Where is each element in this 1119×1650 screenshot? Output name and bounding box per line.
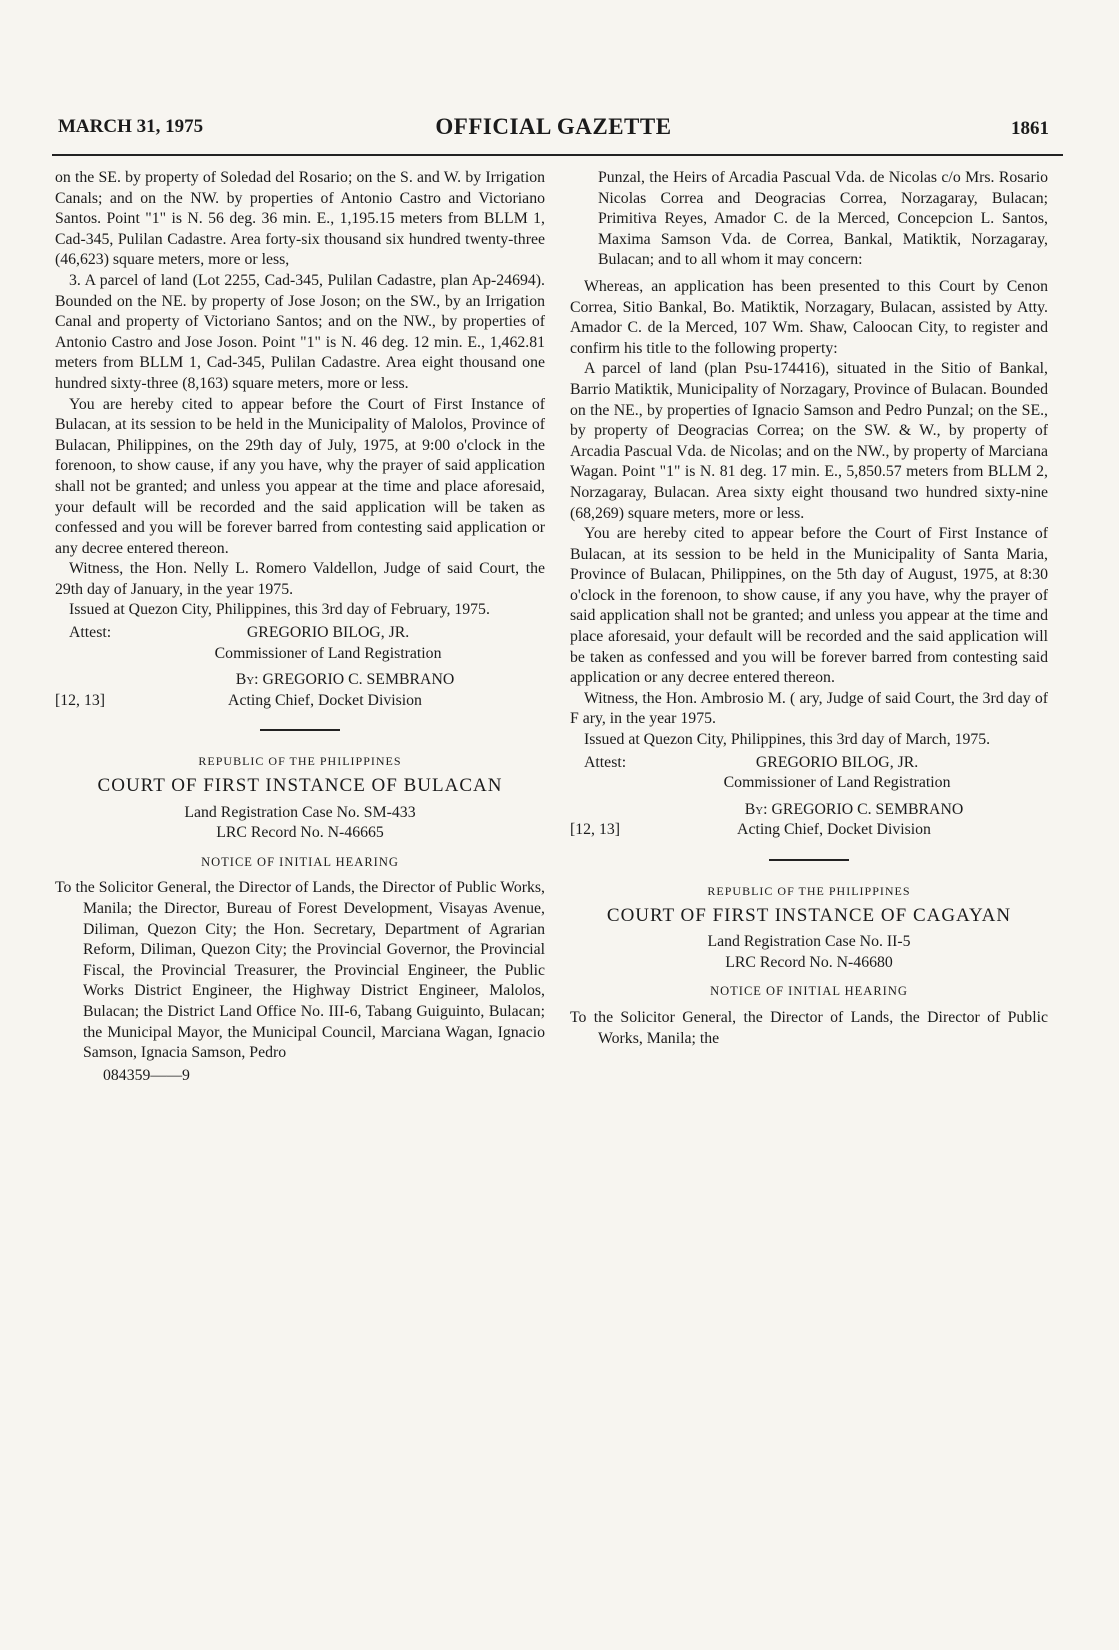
whereas-paragraph: Whereas, an application has been presented to this Court by Cenon Correa, Sitio Bankal, Bo. Matiktik, Norzagary, Bulacan, assisted by Atty. Amador C. de la Merced, 107 Wm. Shaw, Caloocan City, to register and confirm his title to the following property: [570, 277, 1048, 357]
addressees-continued: Punzal, the Heirs of Arcadia Pascual Vda. de Nicolas c/o Mrs. Rosario Nicolas Correa and Deogracias Correa, Norzagaray, Bulacan; Primitiva Reyes, Amador C. de la Merced, Concepcion L. Santos, Maxima Samson Vda. de Correa, Bankal, Matiktik, Norzagaray, Bulacan; and to all whom it may concern: [598, 169, 1048, 269]
left-column [55, 168, 545, 1086]
header-rule [52, 154, 1063, 156]
publication-title: OFFICIAL GAZETTE [435, 114, 672, 139]
attest-label: Attest: [69, 624, 112, 642]
case-number: Land Registration Case No. II-5 [707, 933, 911, 951]
lrc-record: LRC Record No. N-46680 [725, 953, 893, 971]
commissioner-title: Commissioner of Land Registration [723, 774, 951, 792]
court-title: COURT OF FIRST INSTANCE OF BULACAN [97, 775, 503, 797]
citation-paragraph: You are hereby cited to appear before the Court of First Instance of Bulacan, at its session to be held in the Municipality of Santa Maria, Province of Bulacan, Philippines, on the 5th day of August, 1975, at 8:30 o'clock in the forenoon, to show cause, if any you have, why the prayer of said application shall not be granted; and unless you appear at the time and place aforesaid, your default will be recorded and the said application will be taken as confessed and you will be forever barred from contesting said application or any decree entered thereon. [570, 525, 1048, 687]
parcel-3-paragraph: 3. A parcel of land (Lot 2255, Cad-345, Pulilan Cadastre, plan Ap-24694). Bounded on the NE. by property of Jose Joson; on the SW., by an Irrigation Canal and property of Victoriano Santos; and on the NW., by properties of Antonio Castro and Jose Joson. Point "1" is N. 46 deg. 12 min. E., 1,462.81 meters from BLLM 1, Cad-345, Pulilan Cadastre. Area eight thousand one hundred sixty-three (8,163) square meters, more or less. [55, 271, 545, 392]
issued-paragraph: Issued at Quezon City, Philippines, this 3rd day of February, 1975. [69, 601, 490, 619]
commissioner-name: GREGORIO BILOG, JR. [755, 753, 919, 771]
issued-paragraph: Issued at Quezon City, Philippines, this 3rd day of March, 1975. [584, 731, 991, 749]
attest-block [570, 753, 1048, 794]
notice-heading: NOTICE OF INITIAL HEARING [710, 984, 908, 999]
attest-label: Attest: [584, 753, 627, 771]
parcel-paragraph: A parcel of land (plan Psu-174416), situated in the Sitio of Bankal, Barrio Matiktik, Municipality of Norzagary, Province of Bulacan. Bounded on the NE., by properties of Ignacio Samson and Pedro Punzal; on the SE., by property of Deogracias Correa; on the SW. & W., by property of Arcadia Pascual Vda. de Nicolas; and on the NW., by property of Marciana Wagan. Point "1" is N. 81 deg. 17 min. E., 5,850.57 meters from BLLM 2, Norzagaray, Bulacan. Area sixty eight thousand two hundred sixty-nine (68,269) square meters, more or less. [570, 360, 1048, 522]
issue-date: MARCH 31, 1975 [58, 116, 204, 137]
separator [769, 859, 849, 861]
acting-title: Acting Chief, Docket Division [737, 821, 931, 839]
attest-block [55, 623, 545, 664]
notice-heading: NOTICE OF INITIAL HEARING [201, 854, 399, 869]
commissioner-name: GREGORIO BILOG, JR. [246, 624, 410, 642]
acting-row [55, 691, 545, 712]
addressees-paragraph: To the Solicitor General, the Director of Lands, the Director of Public Works, Manila; the Director, Bureau of Forest Development, Visayas Avenue, Diliman, Quezon City; the Hon. Secretary, Department of Agrarian Reform, Diliman, Quezon City; the Provincial Governor, the Provincial Fiscal, the Provincial Treasurer, the Provincial Engineer, the Public Works District Engineer, the Highway District Engineer, Malolos, Bulacan; the District Land Office No. III-6, Tabang Guiguinto, Bulacan; the Municipal Mayor, the Municipal Council, Marciana Wagan, Ignacio Samson, Ignacia Samson, Pedro [55, 879, 545, 1062]
witness-paragraph: Witness, the Hon. Ambrosio M. ( ary, Judge of said Court, the 3rd day of F ary, in the year 1975. [570, 689, 1048, 728]
acting-row [570, 820, 1048, 841]
lrc-record: LRC Record No. N-46665 [216, 824, 384, 842]
page-number: 1861 [1011, 118, 1049, 139]
separator [260, 729, 340, 731]
addressees-paragraph: To the Solicitor General, the Director of Lands, the Director of Public Works, Manila; the [570, 1008, 1048, 1047]
citation-paragraph: You are hereby cited to appear before the Court of First Instance of Bulacan, at its session to be held in the Municipality of Malolos, Province of Bulacan, Philippines, on the 29th day of July, 1975, at 9:00 o'clock in the forenoon, to show cause, if any you have, why the prayer of said application shall not be granted; and unless you appear at the time and place aforesaid, your default will be recorded and the said application will be taken as confessed and you will be forever barred from contesting said application or any decree entered thereon. [55, 395, 545, 557]
continued-paragraph: on the SE. by property of Soledad del Rosario; on the S. and W. by Irrigation Canals; and on the NW. by properties of Antonio Castro and Victoriano Santos. Point "1" is N. 56 deg. 36 min. E., 1,195.15 meters from BLLM 1, Cad-345, Pulilan Cadastre. Area forty-six thousand six hundred twenty-three (46,623) square meters, more or less, [55, 169, 545, 269]
republic-heading: REPUBLIC OF THE PHILIPPINES [707, 884, 911, 898]
by-line: By: GREGORIO C. SEMBRANO [235, 671, 455, 689]
footer-code: 084359——9 [103, 1066, 190, 1084]
commissioner-signature [111, 623, 545, 664]
commissioner-signature [626, 753, 1048, 794]
commissioner-title: Commissioner of Land Registration [214, 644, 442, 662]
court-title: COURT OF FIRST INSTANCE OF CAGAYAN [606, 904, 1012, 926]
by-line: By: GREGORIO C. SEMBRANO [744, 800, 964, 818]
witness-paragraph: Witness, the Hon. Nelly L. Romero Valdellon, Judge of said Court, the 29th day of January, in the year 1975. [55, 560, 545, 598]
bracket-ref: [12, 13] [570, 821, 621, 839]
acting-title: Acting Chief, Docket Division [228, 691, 422, 709]
right-column [570, 168, 1048, 1049]
page-header [58, 112, 1049, 148]
case-number: Land Registration Case No. SM-433 [184, 803, 416, 821]
bracket-ref: [12, 13] [55, 691, 106, 709]
republic-heading: REPUBLIC OF THE PHILIPPINES [198, 754, 402, 769]
